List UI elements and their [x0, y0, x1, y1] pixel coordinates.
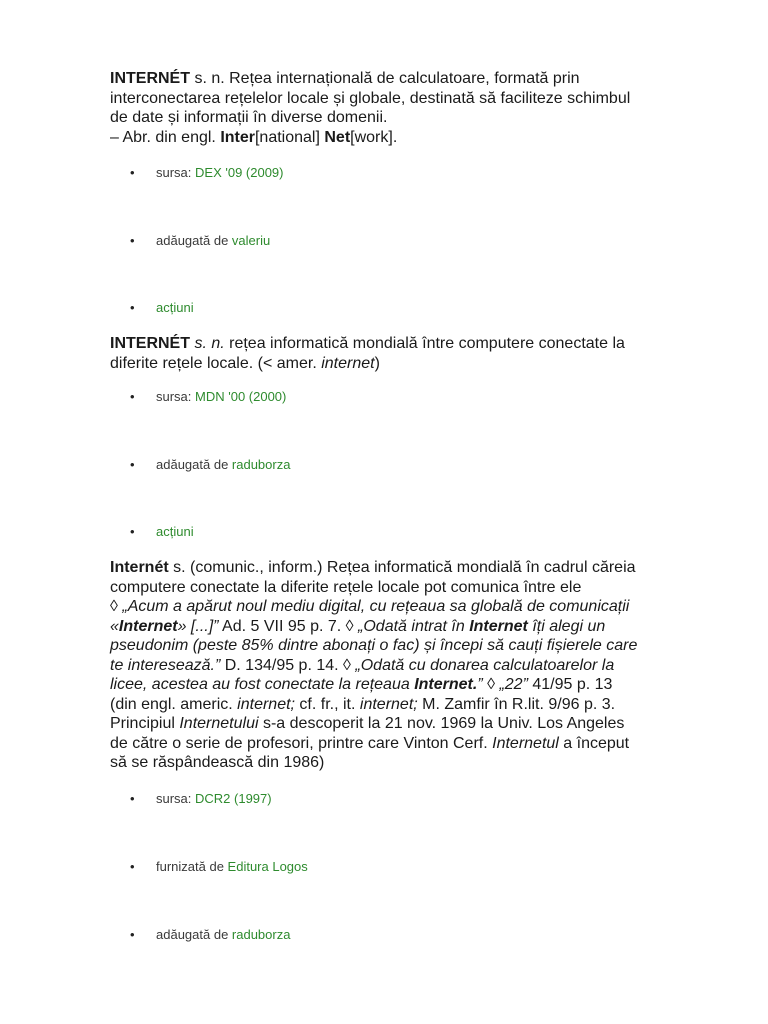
bullet: •	[130, 165, 135, 180]
citation: «	[110, 617, 119, 635]
term-italic: Internetului	[179, 715, 259, 732]
definition-text: Principiul	[110, 715, 180, 732]
citation: „Odată cu donarea calculatoarelor la	[355, 656, 615, 674]
bullet: •	[130, 233, 135, 248]
headword: INTERNÉT	[110, 335, 190, 352]
etymology-word: internet;	[237, 695, 295, 713]
definition-text: s. n. Rețea internațională de calculatoare, formată prin	[190, 70, 580, 87]
definition-text: s. (comunic., inform.) Rețea informatică mondială în cadrul căreia	[168, 559, 636, 576]
added-by-label: adăugată de	[156, 457, 232, 472]
source-label: sursa:	[156, 791, 196, 806]
definition-text: ◊	[110, 598, 123, 615]
citation-bold: Internet.	[414, 676, 478, 693]
etymology-text: [national]	[254, 128, 325, 146]
added-by-item	[130, 927, 290, 943]
bullet: •	[130, 457, 135, 472]
citation-source: 41/95 p. 13	[527, 676, 613, 693]
bullet: •	[130, 791, 135, 806]
citation: licee, acestea au fost conectate la rețeaua	[110, 676, 415, 693]
actions-link[interactable]: acțiuni	[156, 524, 194, 539]
etymology-word: internet	[321, 354, 375, 372]
headword: Internét	[110, 559, 169, 576]
added-by-item	[130, 233, 270, 249]
etymology-text: – Abr. din engl.	[110, 128, 221, 146]
added-by-label: adăugată de	[156, 233, 232, 248]
definition-text: ◊	[482, 676, 500, 693]
bullet: •	[130, 859, 135, 874]
actions-item	[130, 524, 194, 540]
provided-by-label: furnizată de	[156, 859, 228, 874]
source-item	[130, 791, 272, 807]
citation-bold: Internet	[118, 617, 178, 635]
etymology-bold: Inter	[220, 128, 255, 146]
source-label: sursa:	[156, 389, 196, 404]
headword: INTERNÉT	[110, 70, 190, 87]
citation: „22”	[499, 676, 528, 693]
user-link[interactable]: valeriu	[231, 233, 271, 248]
definition-text: de către o serie de profesori, printre care Vinton Cerf.	[110, 734, 493, 752]
definition-text: computere conectate la diferite rețele locale pot comunica între ele	[110, 578, 582, 596]
source-label: sursa:	[156, 165, 196, 180]
source-link[interactable]: MDN '00 (2000)	[195, 389, 287, 404]
source-item	[130, 389, 286, 405]
term-italic: Internetul	[492, 734, 559, 752]
definition-text: să se răspândească din 1986)	[110, 754, 325, 771]
added-by-label: adăugată de	[156, 927, 232, 942]
citation: » [...]”	[177, 617, 219, 635]
source-link[interactable]: DCR2 (1997)	[195, 791, 272, 806]
citation-source: D. 134/95 p. 14. ◊	[220, 656, 356, 674]
definition-text: s-a descoperit la 21 nov. 1969 la Univ. Los Angeles	[258, 715, 625, 732]
source-item	[130, 165, 284, 181]
definition-text: cf. fr., it.	[294, 695, 360, 713]
user-link[interactable]: raduborza	[231, 927, 291, 942]
definition-text: (din engl. americ.	[110, 695, 238, 713]
provided-by-item	[130, 859, 308, 875]
definition-text: M. Zamfir în R.lit. 9/96 p. 3.	[417, 695, 616, 713]
provider-link[interactable]: Editura Logos	[227, 859, 308, 874]
definition-3	[110, 558, 720, 773]
citation: „Acum a apărut noul mediu digital, cu rețeaua sa globală de comunicații	[122, 598, 630, 615]
bullet: •	[130, 389, 135, 404]
actions-link[interactable]: acțiuni	[156, 300, 194, 315]
definition-1	[110, 69, 720, 147]
bullet: •	[130, 927, 135, 942]
citation: te interesează.”	[110, 656, 221, 674]
definition-text: de date și informații în diverse domenii.	[110, 109, 388, 126]
citation: „Odată intrat în	[358, 617, 470, 635]
definition-2	[110, 334, 720, 373]
added-by-item	[130, 457, 290, 473]
definition-text: rețea informatică mondială între computere conectate la	[224, 335, 625, 352]
definition-text: diferite rețele locale. (< amer.	[110, 354, 322, 372]
etymology-text: [work].	[350, 128, 398, 146]
bullet: •	[130, 524, 135, 539]
definition-text: )	[374, 354, 380, 372]
etymology-word: internet;	[359, 695, 418, 713]
citation-source: Ad. 5 VII 95 p. 7. ◊	[218, 617, 359, 635]
actions-item	[130, 300, 194, 316]
citation-bold: Internet	[469, 617, 528, 635]
citation: îți alegi un	[527, 617, 606, 635]
definition-text: a început	[558, 734, 630, 752]
source-link[interactable]: DEX '09 (2009)	[195, 165, 284, 180]
user-link[interactable]: raduborza	[231, 457, 291, 472]
part-of-speech: s. n.	[190, 335, 225, 352]
etymology-bold: Net	[324, 128, 351, 146]
citation: ”	[477, 676, 483, 693]
bullet: •	[130, 300, 135, 315]
citation: pseudonim (peste 85% dintre abonați o fac) și începi să cauți fișierele care	[110, 637, 638, 654]
definition-text: interconectarea rețelelor locale și globale, destinată să faciliteze schimbul	[110, 89, 631, 107]
